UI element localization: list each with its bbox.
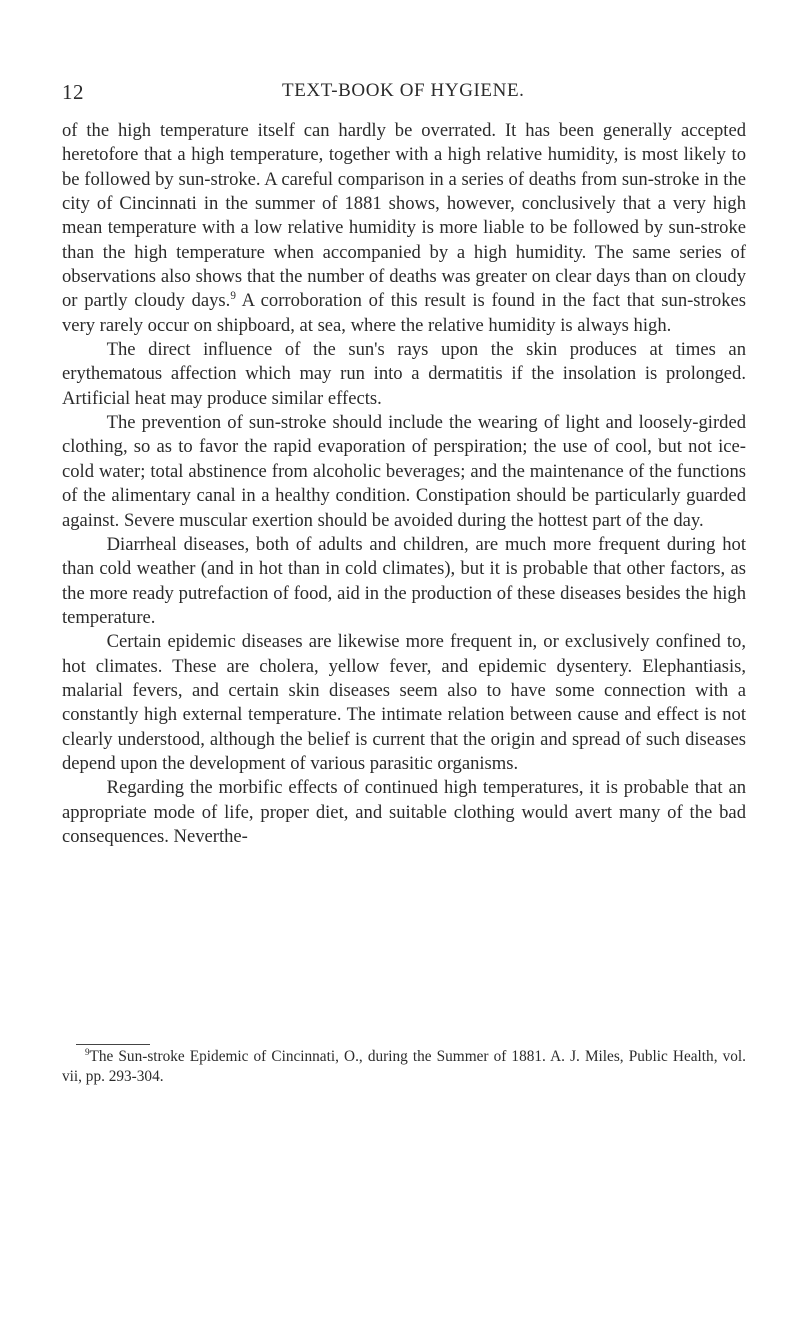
paragraph-text: of the high temperature itself can hardly be overrated. It has been generally accepted heretofore that a high temperature, together with a high relative humidity, is most likely to be followed by sun-stroke. A careful comparison in a series of deaths from sun-stroke in the city of Cincinnati in the summer of 1881 shows, however, conclusively that a very high mean temperature with a low relative humidity is more liable to be followed by sun-stroke than the high temperature when accompanied by a high humidity. The same series of observations also shows that the number of deaths was greater on clear days than on cloudy or partly cloudy days. — [62, 120, 746, 312]
paragraph — [62, 119, 746, 338]
footnote-entry — [62, 1047, 746, 1087]
page-header — [62, 80, 746, 104]
paragraph: Certain epidemic diseases are likewise more frequent in, or exclusively confined to, hot climates. These are cholera, yellow fever, and epidemic dysentery. Elephantiasis, malarial fevers, and certain skin diseases seem also to have some connection with a constantly high external temperature. The intimate relation between cause and effect is not clearly understood, although the belief is current that the origin and spread of such diseases depend upon the development of various parasitic organisms. — [62, 631, 746, 774]
running-head: TEXT-BOOK OF HYGIENE. — [282, 80, 525, 101]
footnote-reference: 9 — [230, 290, 236, 303]
body-text — [62, 119, 746, 849]
footnote — [62, 1047, 746, 1087]
paragraph: Regarding the morbific effects of continued high temperatures, it is probable that an appropriate mode of life, proper diet, and suitable clothing would avert many of the bad consequences. Neverthe- — [62, 777, 746, 847]
footnote-marker: 9 — [84, 1046, 90, 1057]
paragraph: The direct influence of the sun's rays upon the skin produces at times an erythematous affection which may run into a dermatitis if the insolation is prolonged. Artificial heat may produce similar effects. — [62, 339, 746, 409]
paragraph: Diarrheal diseases, both of adults and children, are much more frequent during hot than cold weather (and in hot than in cold climates), but it is probable that other factors, as the more ready putrefaction of food, aid in the production of these diseases besides the high temperature. — [62, 533, 746, 628]
paragraph-text: A corroboration of this result is found in the fact that sun-strokes very rarely occur on shipboard, at sea, where the relative humidity is always high. — [62, 290, 746, 336]
footnote-text: The Sun-stroke Epidemic of Cincinnati, O., during the Summer of 1881. A. J. Miles, Public Health, vol. vii, pp. 293-304. — [62, 1048, 746, 1085]
footnote-divider — [76, 1044, 150, 1045]
paragraph: The prevention of sun-stroke should include the wearing of light and loosely-girded clothing, so as to favor the rapid evaporation of perspiration; the use of cool, but not ice-cold water; total abstinence from alcoholic beverages; and the maintenance of the functions of the alimentary canal in a healthy condition. Constipation should be particularly guarded against. Severe muscular exertion should be avoided during the hottest part of the day. — [62, 412, 746, 531]
page-number: 12 — [62, 80, 84, 104]
